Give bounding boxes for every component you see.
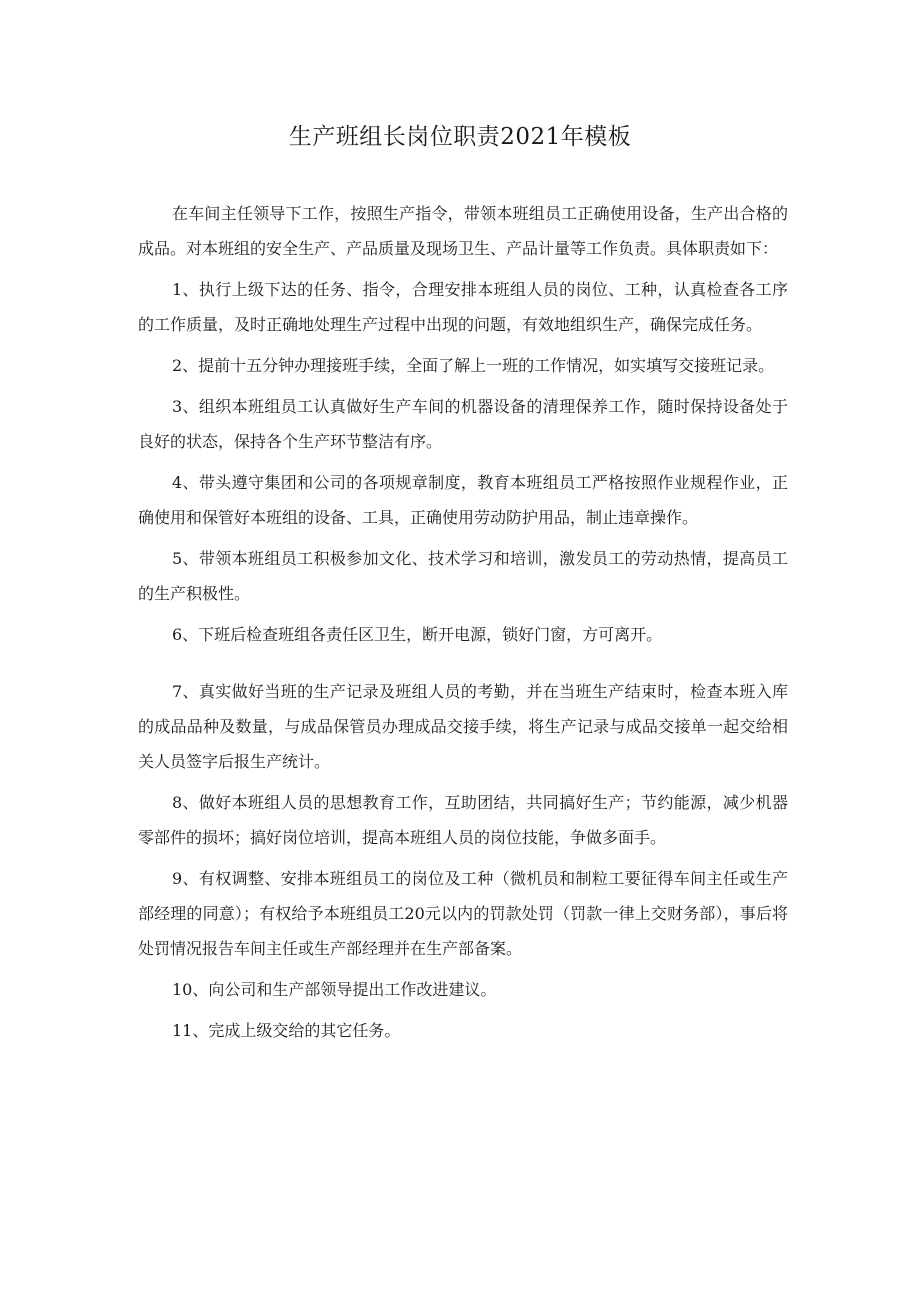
duty-item-8: 8、做好本班组人员的思想教育工作，互助团结，共同搞好生产；节约能源，减少机器零部件的损坏；搞好岗位培训，提高本班组人员的岗位技能，争做多面手。 bbox=[138, 793, 788, 847]
duty-item-3: 3、组织本班组员工认真做好生产车间的机器设备的清理保养工作，随时保持设备处于良好的状态，保持各个生产环节整洁有序。 bbox=[138, 397, 788, 451]
document-title: 生产班组长岗位职责2021年模板 bbox=[288, 124, 632, 150]
intro-paragraph: 在车间主任领导下工作，按照生产指令，带领本班组员工正确使用设备，生产出合格的成品。对本班组的安全生产、产品质量及现场卫生、产品计量等工作负责。具体职责如下： bbox=[138, 204, 788, 258]
duty-item-1: 1、执行上级下达的任务、指令，合理安排本班组人员的岗位、工种，认真检查各工序的工作质量，及时正确地处理生产过程中出现的问题，有效地组织生产，确保完成任务。 bbox=[138, 280, 788, 334]
duty-item-9: 9、有权调整、安排本班组员工的岗位及工种（微机员和制粒工要征得车间主任或生产部经理的同意）；有权给予本班组员工20元以内的罚款处罚（罚款一律上交财务部），事后将处罚情况报告车间主任或生产部经理并在生产部备案。 bbox=[138, 869, 788, 958]
duty-item-5: 5、带领本班组员工积极参加文化、技术学习和培训，激发员工的劳动热情，提高员工的生产积极性。 bbox=[138, 549, 788, 603]
duty-item-6: 6、下班后检查班组各责任区卫生，断开电源，锁好门窗，方可离开。 bbox=[172, 625, 663, 644]
duty-item-11: 11、完成上级交给的其它任务。 bbox=[172, 1021, 401, 1040]
document-body bbox=[138, 196, 788, 1054]
duty-item-2: 2、提前十五分钟办理接班手续，全面了解上一班的工作情况，如实填写交接班记录。 bbox=[172, 356, 775, 375]
duty-item-4: 4、带头遵守集团和公司的各项规章制度，教育本班组员工严格按照作业规程作业，正确使用和保管好本班组的设备、工具，正确使用劳动防护用品，制止违章操作。 bbox=[138, 473, 788, 527]
duty-item-10: 10、向公司和生产部领导提出工作改进建议。 bbox=[172, 980, 497, 999]
duty-item-7: 7、真实做好当班的生产记录及班组人员的考勤，并在当班生产结束时，检查本班入库的成品品种及数量，与成品保管员办理成品交接手续，将生产记录与成品交接单一起交给相关人员签字后报生产统计。 bbox=[138, 682, 788, 771]
